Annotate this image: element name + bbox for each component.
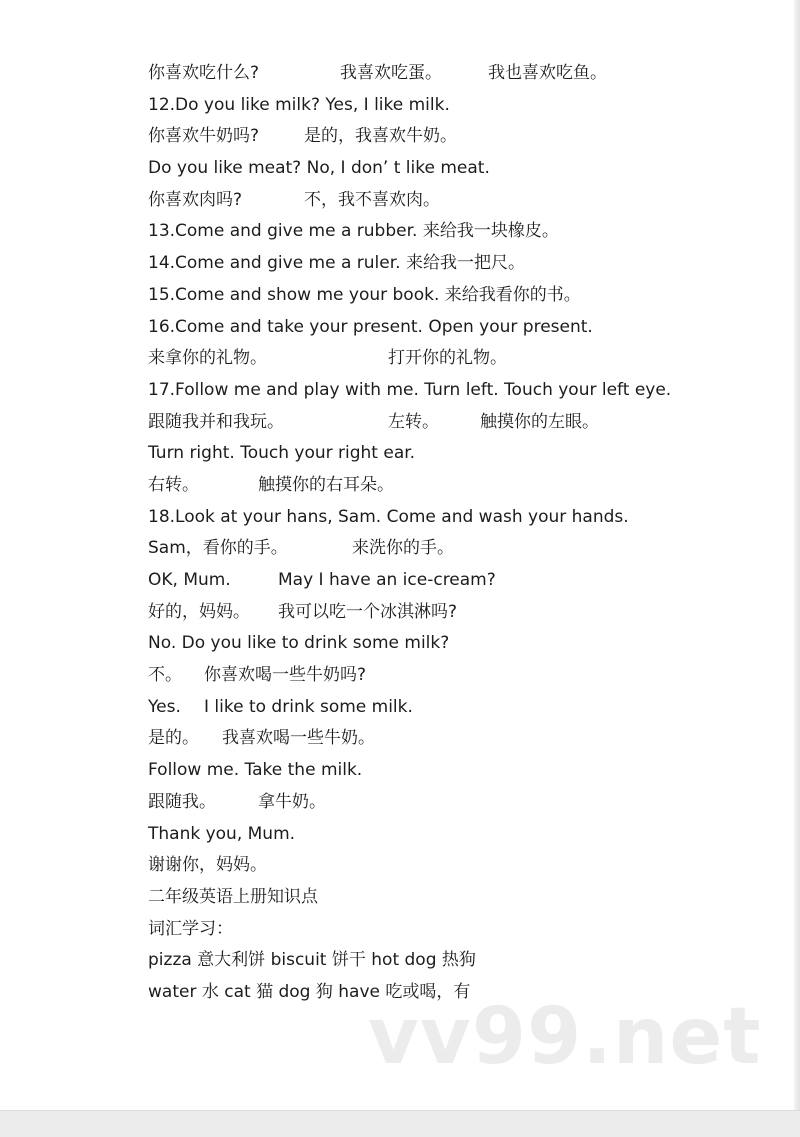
text-line: [148, 312, 768, 344]
text-segment: OK, Mum.: [148, 570, 231, 590]
text-segment: 二年级英语上册知识点: [148, 886, 318, 907]
text-segment: May I have an ice-cream?: [278, 570, 496, 590]
bottom-bar: [0, 1110, 800, 1137]
text-line: [148, 153, 768, 185]
text-line: [148, 819, 768, 851]
text-line: [148, 375, 768, 407]
text-line: [148, 185, 768, 217]
text-segment: 来洗你的手。: [352, 538, 454, 559]
text-segment: water 水 cat 猫 dog 狗 have 吃或喝，有: [148, 981, 471, 1002]
text-line: [148, 280, 768, 312]
text-segment: 跟随我。: [148, 791, 216, 812]
text-segment: 触摸你的左眼。: [480, 411, 599, 432]
text-line: [148, 850, 768, 882]
text-line: [148, 248, 768, 280]
text-segment: 你喜欢肉吗?: [148, 189, 243, 210]
text-segment: 是的，我喜欢牛奶。: [304, 126, 457, 147]
text-segment: 我喜欢喝一些牛奶。: [222, 728, 375, 749]
text-line: [148, 121, 768, 153]
text-line: [148, 723, 768, 755]
text-segment: 你喜欢喝一些牛奶吗?: [204, 665, 367, 686]
text-line: [148, 755, 768, 787]
text-segment: No. Do you like to drink some milk?: [148, 633, 450, 654]
text-line: [148, 628, 768, 660]
text-line: [148, 502, 768, 534]
text-segment: 15.Come and show me your book. 来给我看你的书。: [148, 284, 581, 305]
text-segment: 好的，妈妈。: [148, 601, 250, 622]
text-segment: Thank you, Mum.: [148, 823, 296, 844]
text-line: [148, 407, 768, 439]
text-line: [148, 945, 768, 977]
text-segment: 打开你的礼物。: [388, 348, 507, 369]
text-line: [148, 787, 768, 819]
text-segment: 谢谢你，妈妈。: [148, 855, 267, 876]
text-line: [148, 438, 768, 470]
text-line: [148, 533, 768, 565]
text-segment: 你喜欢吃什么?: [148, 63, 260, 83]
text-segment: 拿牛奶。: [258, 791, 326, 812]
text-segment: Follow me. Take the milk.: [148, 760, 363, 781]
text-segment: 你喜欢牛奶吗?: [148, 126, 260, 147]
text-segment: 跟随我并和我玩。: [148, 411, 284, 432]
text-segment: 14.Come and give me a ruler. 来给我一把尺。: [148, 253, 525, 274]
text-segment: 12.Do you like milk? Yes, I like milk.: [148, 94, 450, 115]
text-body: [148, 58, 768, 1009]
text-line: [148, 58, 768, 90]
text-segment: 13.Come and give me a rubber. 来给我一块橡皮。: [148, 221, 559, 242]
text-segment: 是的。: [148, 728, 199, 749]
text-segment: 左转。: [388, 411, 439, 432]
text-segment: Turn right. Touch your right ear.: [148, 443, 416, 464]
text-segment: 我喜欢吃蛋。: [340, 63, 442, 83]
text-segment: Yes.: [148, 696, 181, 717]
text-segment: 17.Follow me and play with me. Turn left. Touch your left eye.: [148, 379, 672, 400]
text-line: [148, 216, 768, 248]
text-line: [148, 692, 768, 724]
text-segment: 我可以吃一个冰淇淋吗?: [278, 601, 458, 622]
text-line: [148, 90, 768, 122]
text-segment: Sam，看你的手。: [148, 538, 288, 559]
text-line: [148, 343, 768, 375]
text-line: [148, 882, 768, 914]
text-line: [148, 914, 768, 946]
text-segment: 不。: [148, 665, 182, 686]
text-line: [148, 470, 768, 502]
text-segment: pizza 意大利饼 biscuit 饼干 hot dog 热狗: [148, 950, 476, 971]
text-line: [148, 660, 768, 692]
text-segment: 右转。: [148, 474, 199, 495]
text-segment: Do you like meat? No, I don’ t like meat.: [148, 158, 490, 179]
text-line: [148, 597, 768, 629]
text-line: [148, 565, 768, 597]
text-segment: 16.Come and take your present. Open your present.: [148, 316, 593, 337]
text-segment: 词汇学习：: [148, 918, 233, 939]
text-segment: 来拿你的礼物。: [148, 348, 267, 369]
text-segment: 我也喜欢吃鱼。: [488, 63, 607, 83]
text-segment: 18.Look at your hans, Sam. Come and wash your hands.: [148, 506, 629, 527]
text-segment: 不，我不喜欢肉。: [304, 189, 440, 210]
text-segment: 触摸你的右耳朵。: [258, 474, 394, 495]
watermark: vv99.net: [368, 992, 762, 1082]
page-edge-shadow: [794, 0, 800, 1110]
text-segment: I like to drink some milk.: [204, 696, 413, 717]
